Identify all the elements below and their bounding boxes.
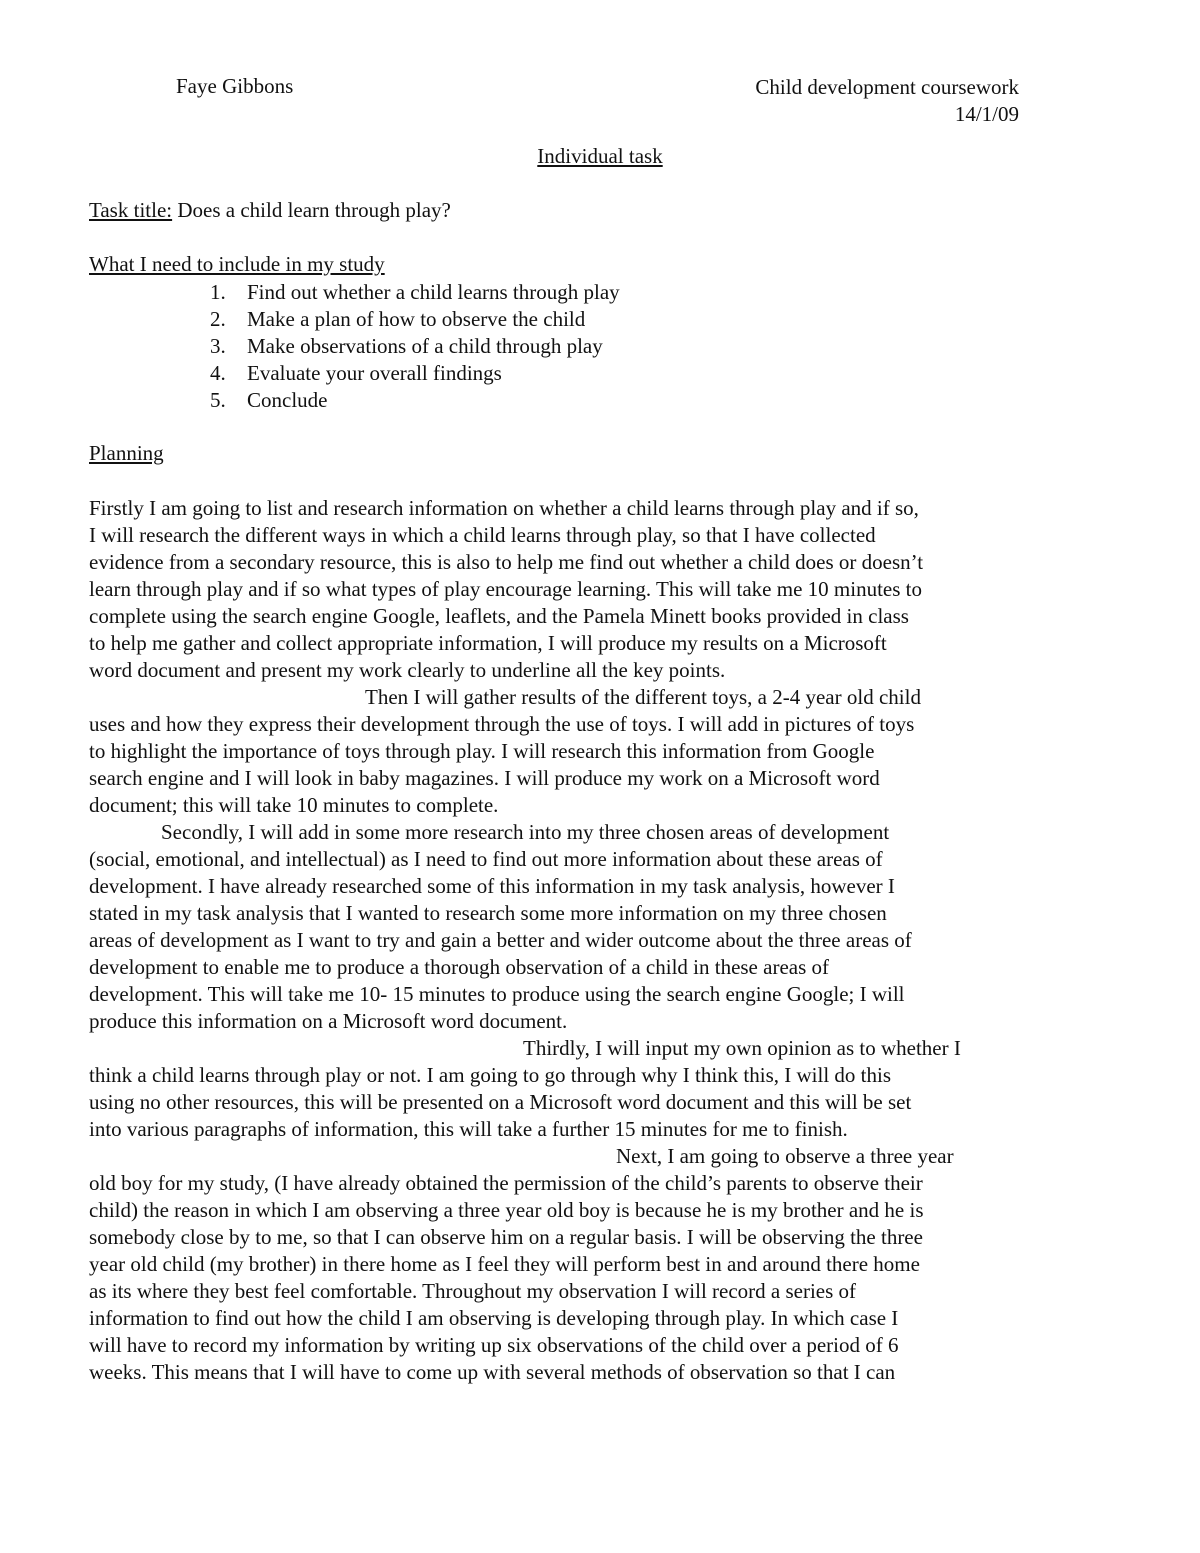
text-line: old boy for my study, (I have already obtained the permission of the child’s parents to observe their <box>89 1171 923 1195</box>
text-line: development. This will take me 10- 15 minutes to produce using the search engine Google; I will <box>89 982 905 1006</box>
list-item-text: Make observations of a child through play <box>247 334 603 358</box>
text-line: produce this information on a Microsoft word document. <box>89 1009 568 1033</box>
text-line: weeks. This means that I will have to come up with several methods of observation so that I can <box>89 1360 896 1384</box>
text-line: as its where they best feel comfortable. Throughout my observation I will record a series of <box>89 1279 857 1303</box>
text-line: stated in my task analysis that I wanted to research some more information on my three chosen <box>89 901 887 925</box>
text-line: think a child learns through play or not. I am going to go through why I think this, I will do this <box>89 1063 891 1087</box>
text-line: Then I will gather results of the different toys, a 2-4 year old child <box>365 685 921 709</box>
text-line: search engine and I will look in baby magazines. I will produce my work on a Microsoft word <box>89 766 880 790</box>
text-line: information to find out how the child I am observing is developing through play. In which case I <box>89 1306 899 1330</box>
text-line: I will research the different ways in which a child learns through play, so that I have collected <box>89 523 876 547</box>
list-item <box>210 387 620 414</box>
text-line: evidence from a secondary resource, this is also to help me find out whether a child does or doesn’t <box>89 550 924 574</box>
planning-body <box>89 495 1029 1386</box>
text-line: development. I have already researched some of this information in my task analysis, however I <box>89 874 895 898</box>
course-name: Child development coursework <box>755 75 1019 99</box>
document-date: 14/1/09 <box>954 102 1019 126</box>
text-line: complete using the search engine Google, leaflets, and the Pamela Minett books provided in class <box>89 604 909 628</box>
list-item <box>210 279 620 306</box>
list-item-text: Find out whether a child learns through play <box>247 280 620 304</box>
text-line: Thirdly, I will input my own opinion as to whether I <box>523 1036 961 1060</box>
include-heading: What I need to include in my study <box>89 252 385 276</box>
text-line: Next, I am going to observe a three year <box>616 1144 954 1168</box>
text-line: word document and present my work clearly to underline all the key points. <box>89 658 726 682</box>
list-item <box>210 306 620 333</box>
list-item-text: Make a plan of how to observe the child <box>247 307 586 331</box>
list-item-text: Evaluate your overall findings <box>247 361 502 385</box>
text-line: somebody close by to me, so that I can observe him on a regular basis. I will be observing the three <box>89 1225 923 1249</box>
text-line: (social, emotional, and intellectual) as I need to find out more information about these areas of <box>89 847 883 871</box>
text-line: areas of development as I want to try and gain a better and wider outcome about the three areas of <box>89 928 912 952</box>
text-line: using no other resources, this will be presented on a Microsoft word document and this will be set <box>89 1090 912 1114</box>
list-item <box>210 360 620 387</box>
text-line: learn through play and if so what types of play encourage learning. This will take me 10 minutes to <box>89 577 922 601</box>
document-title: Individual task <box>537 144 663 168</box>
text-line: development to enable me to produce a thorough observation of a child in these areas of <box>89 955 830 979</box>
text-line: will have to record my information by writing up six observations of the child over a period of 6 <box>89 1333 899 1357</box>
list-item-number: 1. <box>210 280 226 304</box>
text-line: to highlight the importance of toys through play. I will research this information from Google <box>89 739 875 763</box>
text-line: to help me gather and collect appropriate information, I will produce my results on a Microsoft <box>89 631 887 655</box>
list-item-number: 4. <box>210 361 226 385</box>
text-line: uses and how they express their development through the use of toys. I will add in pictures of toys <box>89 712 915 736</box>
list-item-number: 3. <box>210 334 226 358</box>
list-item-text: Conclude <box>247 388 328 412</box>
include-list <box>210 279 620 414</box>
planning-heading: Planning <box>89 441 164 465</box>
text-line: child) the reason in which I am observing a three year old boy is because he is my brother and he is <box>89 1198 924 1222</box>
header-right <box>755 74 1019 128</box>
task-title-label: Task title: <box>89 198 173 222</box>
task-title-text: Does a child learn through play? <box>172 198 451 222</box>
list-item-number: 5. <box>210 388 226 412</box>
list-item <box>210 333 620 360</box>
author-name: Faye Gibbons <box>176 74 294 98</box>
list-item-number: 2. <box>210 307 226 331</box>
text-line: year old child (my brother) in there home as I feel they will perform best in and around there home <box>89 1252 920 1276</box>
text-line: Secondly, I will add in some more research into my three chosen areas of development <box>161 820 890 844</box>
text-line: Firstly I am going to list and research information on whether a child learns through play and if so, <box>89 496 919 520</box>
task-title <box>89 198 451 223</box>
text-line: document; this will take 10 minutes to complete. <box>89 793 499 817</box>
text-line: into various paragraphs of information, this will take a further 15 minutes for me to finish. <box>89 1117 848 1141</box>
